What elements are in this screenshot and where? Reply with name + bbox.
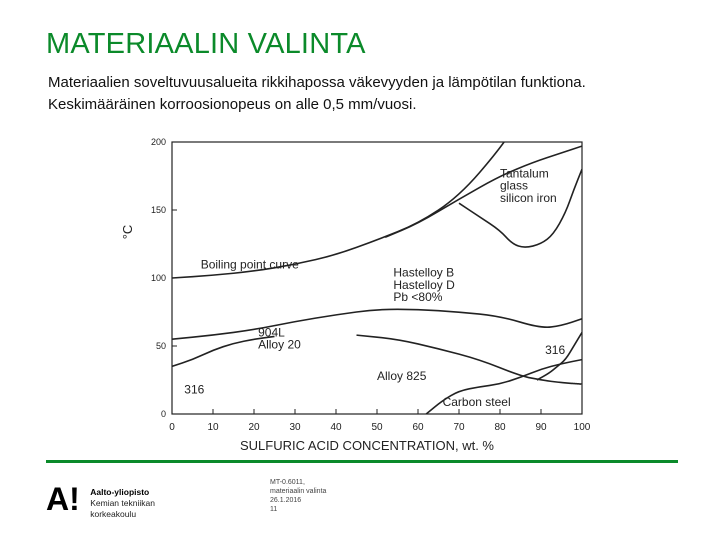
x-tick-label: 60: [412, 422, 424, 433]
x-tick-label: 20: [248, 422, 260, 433]
y-tick-label: 0: [160, 409, 166, 419]
chart-layer: [120, 130, 591, 453]
x-tick-label: 100: [573, 422, 591, 433]
course-topic: materiaalin valinta: [270, 488, 327, 495]
corrosion-chart: [100, 130, 600, 455]
x-tick-label: 40: [330, 422, 342, 433]
x-tick-label: 10: [207, 422, 219, 433]
annotation-label: 316: [545, 343, 566, 358]
annotation-label: Alloy 825: [377, 369, 427, 383]
series-line-3: [172, 309, 582, 339]
logo-line-3: korkeakoulu: [90, 509, 137, 519]
x-axis-label: SULFURIC ACID CONCENTRATION, wt. %: [239, 438, 495, 453]
x-tick-label: 90: [535, 422, 547, 433]
footer-info: [270, 478, 326, 514]
page-title: MATERIAALIN VALINTA: [46, 28, 366, 60]
page-number: 11: [270, 506, 278, 513]
logo-line-2: Kemian tekniikan: [90, 498, 155, 508]
y-tick-label: 150: [150, 205, 166, 215]
annotation-label: Tantalum: [500, 166, 549, 181]
annotation-label: Pb <80%: [393, 290, 443, 305]
x-tick-label: 50: [371, 422, 383, 433]
x-tick-label: 30: [289, 422, 301, 433]
x-tick-label: 80: [494, 422, 506, 433]
annotation-label: Carbon steel: [442, 394, 511, 409]
y-tick-label: 200: [150, 137, 166, 147]
annotation-label: Hastelloy B: [393, 265, 455, 280]
y-tick-label: 100: [150, 273, 166, 283]
annotation-label: glass: [500, 178, 529, 193]
slide-date: 26.1.2016: [270, 497, 302, 504]
annotation-label: 904L: [258, 325, 285, 340]
annotation-label: Hastelloy D: [393, 277, 455, 292]
page-subtitle: Materiaalien soveltuvuusalueita rikkihapossa väkevyyden ja lämpötilan funktiona. Keskimääräinen korroosionopeus on alle 0,5 mm/vuosi.: [48, 74, 586, 113]
logo-mark: A!: [46, 481, 80, 517]
x-tick-label: 70: [453, 422, 465, 433]
footer-divider: [46, 460, 678, 463]
y-axis-label: °C: [120, 224, 135, 240]
logo-text: [90, 487, 155, 520]
annotation-label: Boiling point curve: [200, 257, 299, 272]
annotation-label: Alloy 20: [258, 337, 301, 352]
annotation-label: 316: [184, 382, 205, 397]
annotation-label: silicon iron: [500, 190, 557, 205]
x-tick-label: 0: [169, 422, 175, 433]
university-logo: [46, 481, 155, 520]
logo-line-1: Aalto-yliopisto: [90, 487, 150, 497]
y-tick-label: 50: [155, 341, 166, 351]
course-code: MT-0.6011,: [270, 479, 305, 486]
